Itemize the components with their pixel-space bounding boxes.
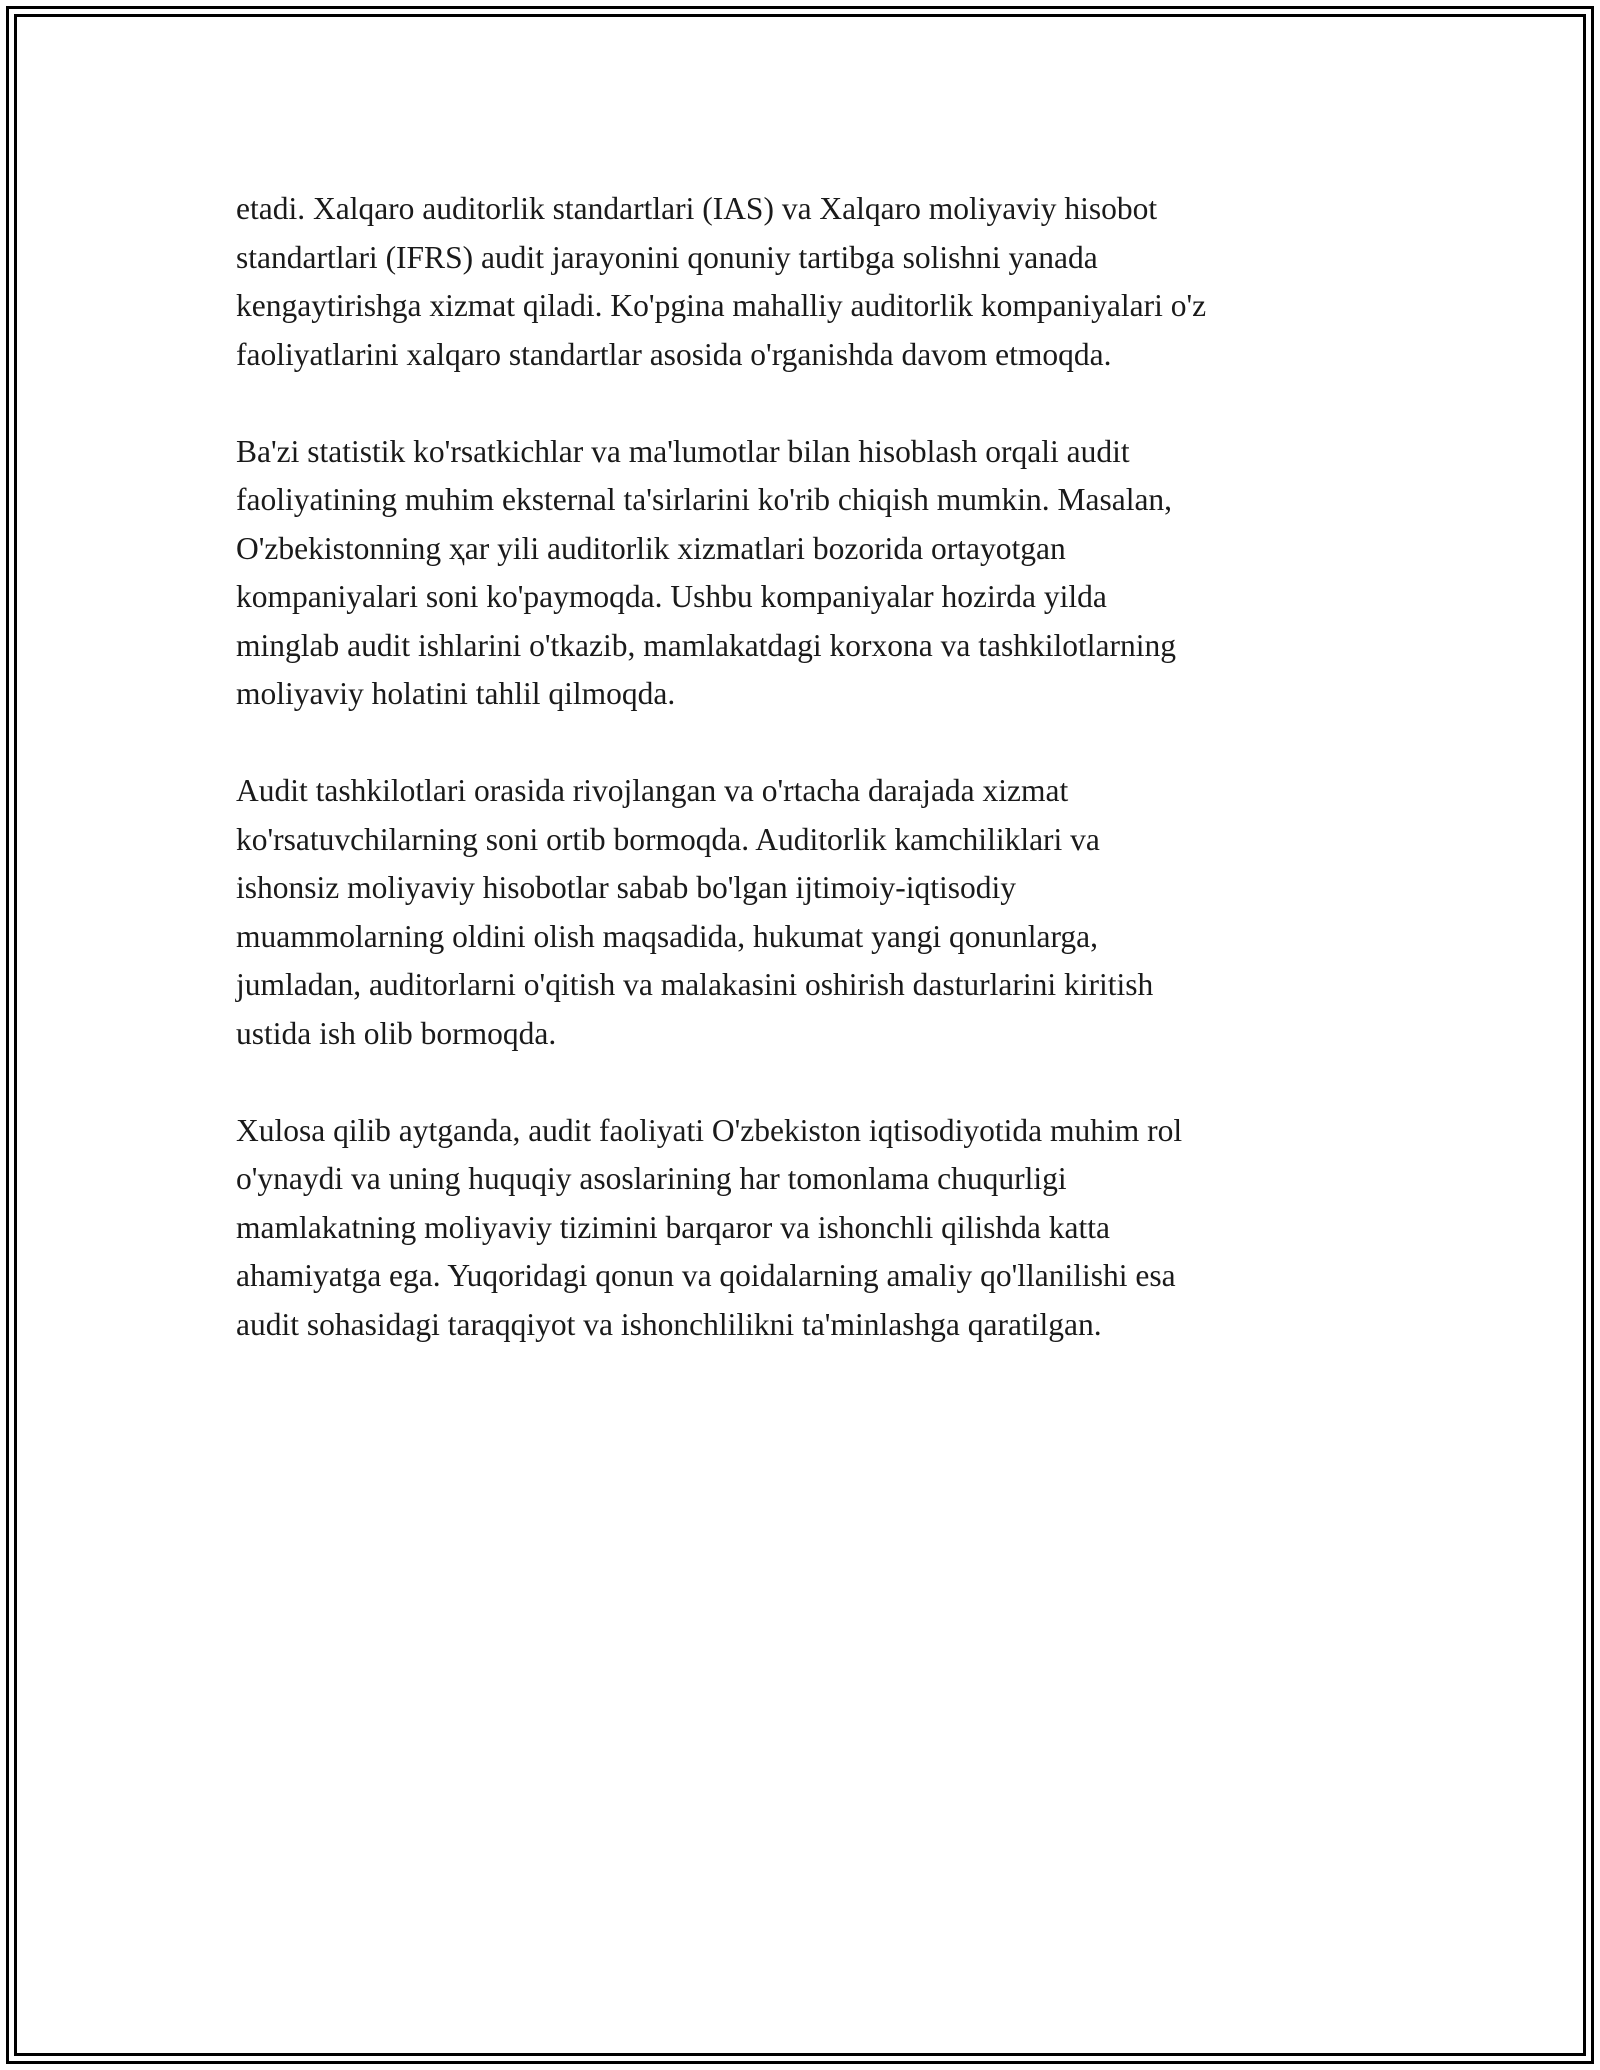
paragraph-3 bbox=[236, 767, 1386, 1058]
text-line: audit sohasidagi taraqqiyot va ishonchlilikni ta'minlashga qaratilgan. bbox=[236, 1306, 1102, 1342]
text-line: mamlakatning moliyaviy tizimini barqaror va ishonchli qilishda katta bbox=[236, 1209, 1110, 1245]
text-line: ustida ish olib bormoqda. bbox=[236, 1015, 557, 1051]
paragraph-2 bbox=[236, 428, 1386, 719]
text-line: standartlari (IFRS) audit jarayonini qonuniy tartibga solishni yanada bbox=[236, 239, 1098, 275]
text-line: etadi. Xalqaro auditorlik standartlari (IAS) va Xalqaro moliyaviy hisobot bbox=[236, 191, 1158, 226]
text-line: muammolarning oldini olish maqsadida, hukumat yangi qonunlarga, bbox=[236, 918, 1099, 954]
text-line: o'ynaydi va uning huquqiy asoslarining har tomonlama chuqurligi bbox=[236, 1161, 1067, 1196]
text-line: minglab audit ishlarini o'tkazib, mamlakatdagi korxona va tashkilotlarning bbox=[236, 627, 1176, 663]
text-line: faoliyatlarini xalqaro standartlar asosida o'rganishda davom etmoqda. bbox=[236, 336, 1112, 372]
paragraph-4 bbox=[236, 1107, 1386, 1350]
text-line: faoliyatining muhim eksternal ta'sirlarini ko'rib chiqish mumkin. Masalan, bbox=[236, 482, 1173, 517]
document-body bbox=[236, 185, 1386, 1398]
text-line: jumladan, auditorlarni o'qitish va malakasini oshirish dasturlarini kiritish bbox=[236, 967, 1154, 1002]
text-line: kompaniyalari soni ko'paymoqda. Ushbu kompaniyalar hozirda yilda bbox=[236, 579, 1107, 614]
paragraph-1 bbox=[236, 185, 1386, 379]
text-line: ko'rsatuvchilarning soni ortib bormoqda. Auditorlik kamchiliklari va bbox=[236, 821, 1100, 857]
text-line: kengaytirishga xizmat qiladi. Ko'pgina mahalliy auditorlik kompaniyalari o'z bbox=[236, 288, 1207, 323]
text-line: moliyaviy holatini tahlil qilmoqda. bbox=[236, 676, 676, 711]
text-line: ahamiyatga ega. Yuqoridagi qonun va qoidalarning amaliy qo'llanilishi esa bbox=[236, 1258, 1176, 1293]
text-line: Audit tashkilotlari orasida rivojlangan va o'rtacha darajada xizmat bbox=[236, 773, 1069, 808]
text-line: Xulosa qilib aytganda, audit faoliyati O'zbekiston iqtisodiyotida muhim rol bbox=[236, 1112, 1183, 1148]
text-line: ishonsiz moliyaviy hisobotlar sabab bo'lgan ijtimoiy-iqtisodiy bbox=[236, 870, 1016, 905]
text-line: Ba'zi statistik ko'rsatkichlar va ma'lumotlar bilan hisoblash orqali audit bbox=[236, 433, 1130, 469]
text-line: O'zbekistonning ҳar yili auditorlik xizmatlari bozorida ortayotgan bbox=[236, 530, 1066, 566]
